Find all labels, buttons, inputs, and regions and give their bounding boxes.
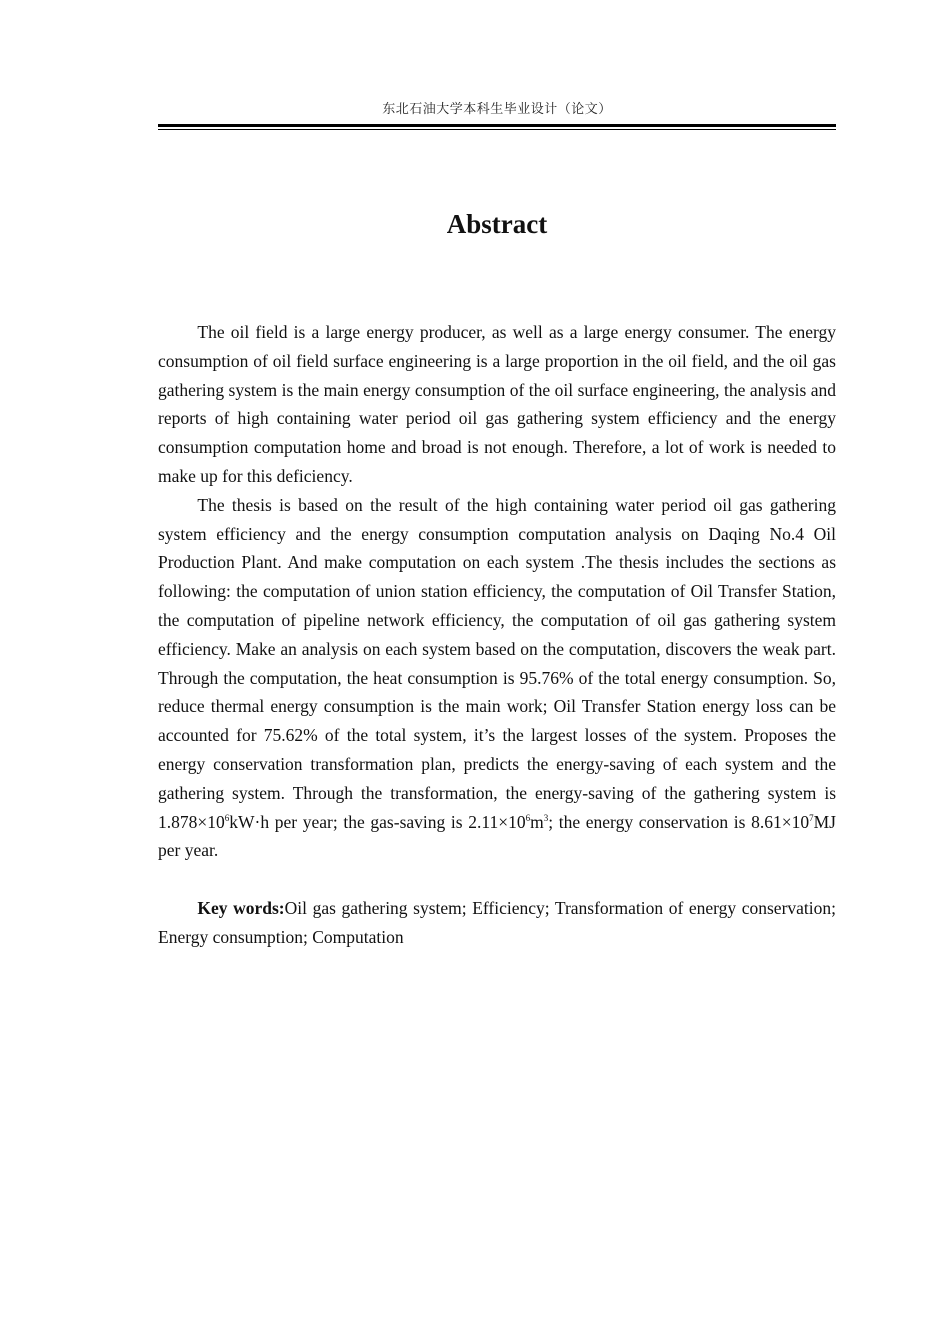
abstract-paragraph-2	[158, 491, 836, 865]
paragraph-2-text-d: ; the energy conservation is 8.61×10	[548, 811, 810, 832]
paragraph-2-text-a: The thesis is based on the result of the high containing water period oil gas gathering system efficiency and the energy consumption computation analysis on Daqing No.4 Oil Production Plant. And make computation on each system .The thesis includes the sections as following: the computation of union station efficiency, the computation of Oil Transfer Station, the computation of pipeline network efficiency, the computation of oil gas gathering system efficiency. Make an analysis on each system based on the computation, discovers the weak part. Through the computation, the heat consumption is 95.76% of the total energy consumption. So, reduce thermal energy consumption is the main work; Oil Transfer Station energy loss can be accounted for 75.62% of the total system, it’s the largest losses of the system. Proposes the energy conservation transformation plan, predicts the energy-saving of each system and the gathering system. Through the transformation, the energy-saving of the gathering system is 1.878×10	[158, 494, 836, 832]
exponent-cubic: 3	[543, 812, 549, 823]
paragraph-2-text-b: kW·h per year; the gas-saving is 2.11×10	[229, 811, 526, 832]
abstract-paragraph-1: The oil field is a large energy producer, as well as a large energy consumer. The energy consumption of oil field surface engineering is a large proportion in the oil field, and the oil gas gathering system is the main energy consumption of the oil surface engineering, the analysis and reports of high containing water period oil gas gathering system efficiency and the energy consumption computation home and broad is not enough. Therefore, a lot of work is needed to make up for this deficiency.	[158, 322, 836, 486]
running-header: 东北石油大学本科生毕业设计（论文）	[382, 102, 612, 117]
keywords-paragraph	[158, 894, 836, 952]
exponent-kwh: 6	[224, 812, 230, 823]
paragraph-2-text-c: m	[530, 811, 544, 832]
keywords-label: Key words:	[197, 897, 285, 918]
keywords-text: Oil gas gathering system; Efficiency; Transformation of energy conservation; Energy consumption; Computation	[158, 897, 837, 947]
paragraph-2-text-e: MJ per year.	[158, 811, 836, 861]
header-rule-thin	[158, 129, 836, 130]
exponent-mj: 7	[809, 812, 814, 823]
abstract-heading: Abstract	[446, 209, 548, 239]
exponent-gas: 6	[525, 812, 531, 823]
abstract-body	[158, 318, 836, 952]
header-rule-thick	[158, 124, 836, 127]
